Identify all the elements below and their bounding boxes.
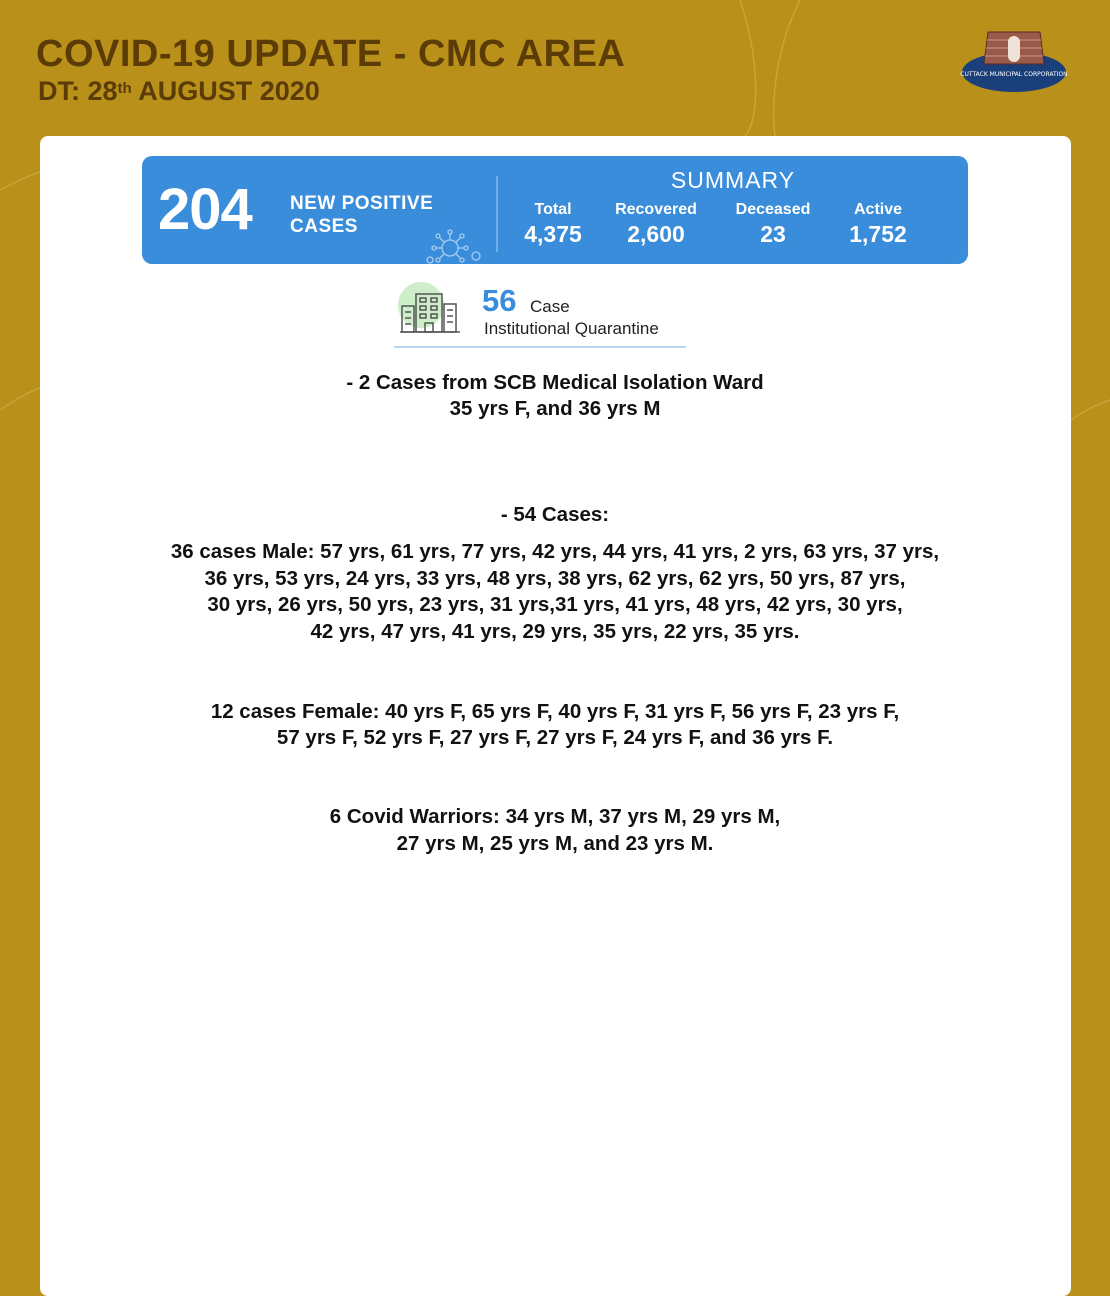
stat-recovered <box>608 200 704 248</box>
stat-value: 1,752 <box>849 221 907 247</box>
date-suffix: AUGUST 2020 <box>131 76 320 106</box>
stat-value: 23 <box>760 221 786 247</box>
summary-banner <box>142 156 968 264</box>
isolation-detail: 35 yrs F, and 36 yrs M <box>449 397 661 420</box>
content-card <box>40 136 1071 1296</box>
new-positive-label: NEW POSITIVE CASES <box>290 193 434 237</box>
stat-label: Active <box>853 201 903 218</box>
stat-label: Recovered <box>615 201 697 218</box>
new-positive-count: 204 <box>158 177 252 242</box>
stat-label: Deceased <box>735 201 811 218</box>
report-date <box>38 74 320 108</box>
stat-label: Total <box>534 201 572 218</box>
stat-total <box>518 200 588 248</box>
date-prefix: DT: 28 <box>38 76 118 106</box>
virus-icon <box>424 226 484 264</box>
page-title: COVID-19 UPDATE - CMC AREA <box>36 33 626 75</box>
quarantine-count: 56 <box>482 283 517 318</box>
stat-value: 2,600 <box>627 221 685 247</box>
isolation-heading: - 2 Cases from SCB Medical Isolation Ward <box>346 371 764 394</box>
stat-deceased <box>726 200 820 248</box>
stat-active <box>842 200 914 248</box>
summary-title: SUMMARY <box>670 167 796 193</box>
institutional-quarantine <box>394 278 690 348</box>
female-cases-line: 57 yrs F, 52 yrs F, 27 yrs F, 27 yrs F, 24 yrs F, and 36 yrs F. <box>276 726 834 749</box>
stat-value: 4,375 <box>524 221 582 247</box>
male-cases-line: 42 yrs, 47 yrs, 41 yrs, 29 yrs, 35 yrs, 22 yrs, 35 yrs. <box>310 620 800 643</box>
cases-heading: - 54 Cases: <box>500 503 610 526</box>
building-icon <box>400 290 460 334</box>
covid-warriors-line: 27 yrs M, 25 yrs M, and 23 yrs M. <box>396 832 714 855</box>
date-ordinal: th <box>117 80 132 97</box>
logo-text: CUTTACK MUNICIPAL CORPORATION <box>960 71 1068 78</box>
female-cases-line: 12 cases Female: 40 yrs F, 65 yrs F, 40 yrs F, 31 yrs F, 56 yrs F, 23 yrs F, <box>210 700 900 723</box>
male-cases-line: 36 cases Male: 57 yrs, 61 yrs, 77 yrs, 42 yrs, 44 yrs, 41 yrs, 2 yrs, 63 yrs, 37 yrs, <box>170 540 940 563</box>
quarantine-underline <box>394 346 686 348</box>
male-cases-line: 36 yrs, 53 yrs, 24 yrs, 33 yrs, 48 yrs, 38 yrs, 62 yrs, 62 yrs, 50 yrs, 87 yrs, <box>204 567 906 590</box>
covid-warriors-line: 6 Covid Warriors: 34 yrs M, 37 yrs M, 29 yrs M, <box>329 805 781 828</box>
quarantine-case-word: Case <box>530 297 570 316</box>
male-cases-line: 30 yrs, 26 yrs, 50 yrs, 23 yrs, 31 yrs,31 yrs, 41 yrs, 48 yrs, 42 yrs, 30 yrs, <box>207 593 903 616</box>
quarantine-description: Institutional Quarantine <box>484 319 659 338</box>
cmc-logo-icon <box>958 22 1070 104</box>
